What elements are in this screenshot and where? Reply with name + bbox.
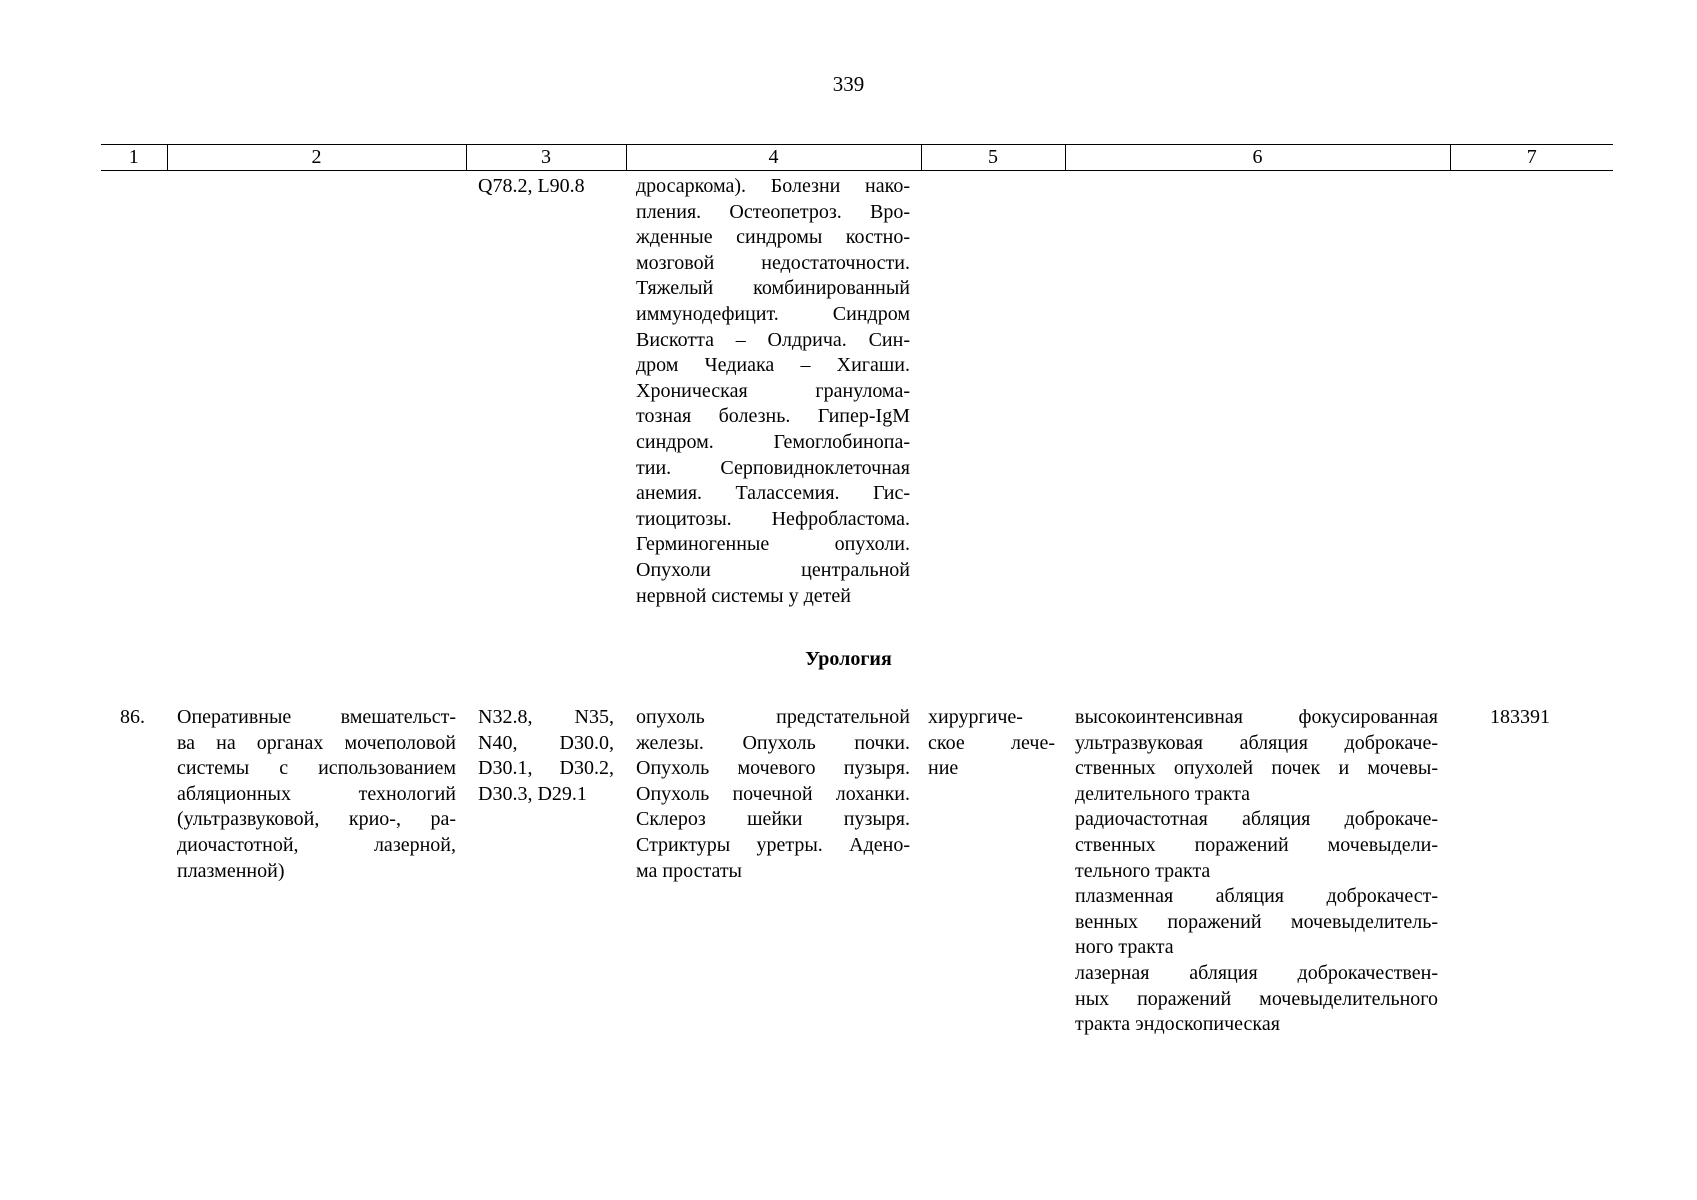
text-line: ного тракта: [1075, 936, 1174, 959]
text-line: (ультразвуковой, крио-, ра-: [177, 808, 456, 831]
text-line: Тяжелый комбинированный: [636, 277, 910, 300]
text-line: системы с использованием: [177, 757, 456, 780]
text-line: иммунодефицит. Синдром: [636, 302, 910, 325]
text-line: ма простаты: [636, 859, 742, 882]
text-line: ва на органах мочеполовой: [177, 731, 456, 754]
text-line: жденные синдромы костно-: [636, 226, 910, 249]
cost-value: 183391: [1490, 706, 1550, 728]
diagnosis-model: [636, 705, 910, 884]
text-line: опухоль предстательной: [636, 706, 910, 728]
text-line: тиоцитозы. Нефробластома.: [636, 507, 910, 530]
care-type-name: [177, 705, 456, 884]
text-line: ственных поражений мочевыдели-: [1075, 833, 1438, 856]
table-header: [101, 144, 1613, 171]
text-line: Опухоли центральной: [636, 558, 910, 581]
text-line: Герминогенные опухоли.: [636, 533, 910, 556]
text-line: радиочастотная абляция доброкаче-: [1075, 808, 1438, 831]
continuation-codes: Q78.2, L90.8: [478, 175, 585, 197]
text-line: ние: [928, 757, 959, 780]
text-line: ультразвуковая абляция доброкаче-: [1075, 731, 1438, 754]
text-line: тельного тракта: [1075, 859, 1211, 882]
text-line: мозговой недостаточности.: [636, 251, 910, 274]
row-number: 86.: [120, 706, 145, 728]
text-line: Склероз шейки пузыря.: [636, 808, 910, 831]
text-line: тракта эндоскопическая: [1075, 1013, 1280, 1036]
icd-codes: [478, 705, 614, 807]
text-line: дросаркома). Болезни нако-: [636, 175, 910, 197]
section-title: Урология: [805, 648, 892, 670]
treatment-type: [928, 705, 1055, 782]
column-number-6: 6: [1065, 145, 1450, 171]
text-line: D30.1, D30.2,: [478, 757, 614, 780]
column-number-7: 7: [1450, 145, 1613, 171]
table-header-row: [101, 145, 1613, 171]
text-line: ское лече-: [928, 731, 1055, 754]
text-line: тозная болезнь. Гипер-IgM: [636, 405, 910, 428]
text-line: Опухоль почечной лоханки.: [636, 782, 910, 805]
text-line: Стриктуры уретры. Адено-: [636, 833, 910, 856]
column-number-4: 4: [626, 145, 921, 171]
text-line: Вискотта – Олдрича. Син-: [636, 328, 910, 351]
text-line: N40, D30.0,: [478, 731, 614, 754]
column-number-3: 3: [466, 145, 626, 171]
text-line: синдром. Гемоглобинопа-: [636, 430, 910, 453]
column-number-5: 5: [921, 145, 1065, 171]
text-line: тии. Серповидноклеточная: [636, 456, 910, 479]
text-line: пления. Остеопетроз. Вро-: [636, 200, 910, 223]
text-line: абляционных технологий: [177, 782, 456, 805]
text-line: венных поражений мочевыделитель-: [1075, 910, 1438, 933]
text-line: высокоинтенсивная фокусированная: [1075, 706, 1438, 728]
treatment-method: [1075, 705, 1438, 1038]
text-line: плазменной): [177, 859, 285, 882]
text-line: Опухоль мочевого пузыря.: [636, 757, 910, 780]
text-line: Оперативные вмешательст-: [177, 706, 456, 728]
text-line: диочастотной, лазерной,: [177, 833, 456, 856]
text-line: D30.3, D29.1: [478, 782, 587, 805]
text-line: Хроническая гранулома-: [636, 379, 910, 402]
text-line: железы. Опухоль почки.: [636, 731, 910, 754]
page-number: 339: [832, 72, 865, 96]
text-line: плазменная абляция доброкачест-: [1075, 885, 1438, 908]
text-line: нервной системы у детей: [636, 584, 851, 607]
continuation-diagnosis: [636, 174, 910, 609]
text-line: делительного тракта: [1075, 782, 1251, 805]
text-line: анемия. Талассемия. Гис-: [636, 482, 910, 505]
text-line: ных поражений мочевыделительного: [1075, 987, 1438, 1010]
text-line: хирургиче-: [928, 706, 1023, 728]
text-line: ственных опухолей почек и мочевы-: [1075, 757, 1438, 780]
column-number-1: 1: [101, 145, 167, 171]
column-number-2: 2: [167, 145, 466, 171]
text-line: дром Чедиака – Хигаши.: [636, 354, 910, 377]
text-line: N32.8, N35,: [478, 706, 614, 728]
text-line: лазерная абляция доброкачествен-: [1075, 961, 1438, 984]
